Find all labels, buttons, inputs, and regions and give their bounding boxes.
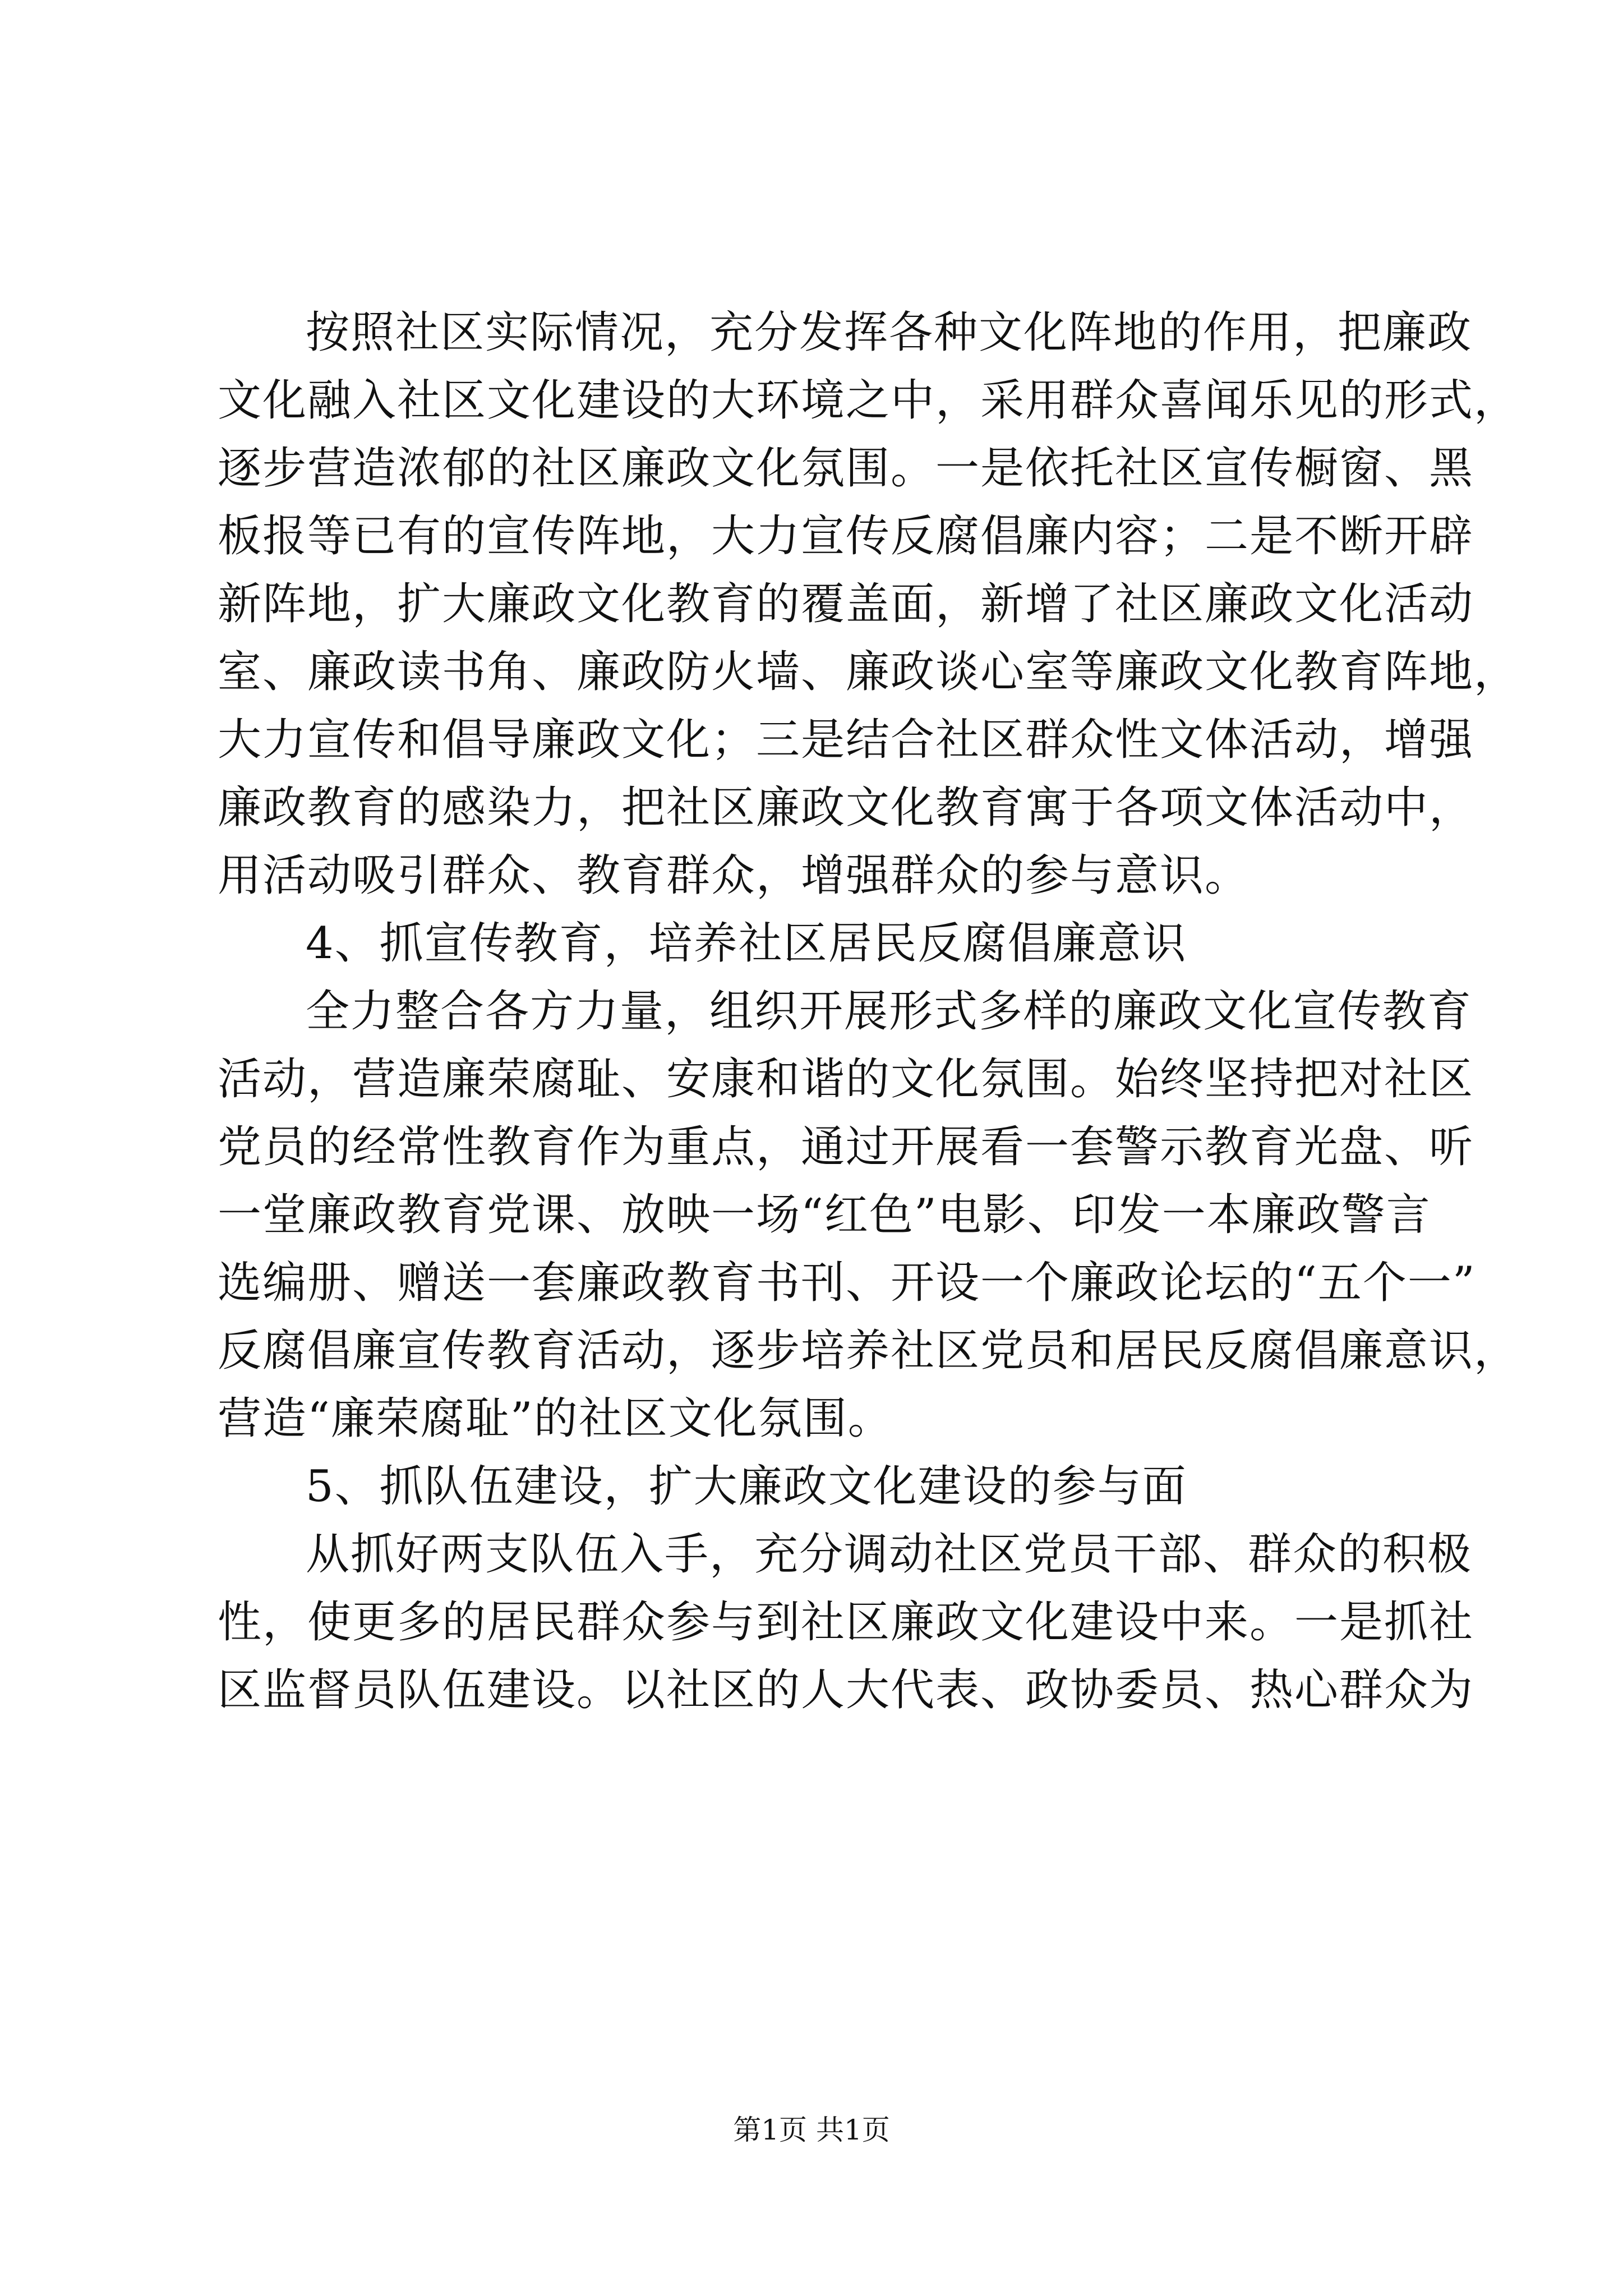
paragraph-line: 文化融入社区文化建设的大环境之中，采用群众喜闻乐见的形式，: [218, 375, 1519, 426]
section-heading: 4、抓宣传教育，培养社区居民反腐倡廉意识: [306, 918, 1187, 969]
paragraph-line: 板报等已有的宣传阵地，大力宣传反腐倡廉内容；二是不断开辟: [218, 511, 1474, 562]
paragraph-line: 按照社区实际情况，充分发挥各种文化阵地的作用，把廉政: [306, 307, 1473, 358]
paragraph-line: 大力宣传和倡导廉政文化；三是结合社区群众性文体活动，增强: [218, 715, 1474, 765]
paragraph-line: 室、廉政读书角、廉政防火墙、廉政谈心室等廉政文化教育阵地，: [218, 647, 1519, 697]
paragraph-line: 用活动吸引群众、教育群众，增强群众的参与意识。: [218, 850, 1250, 901]
paragraph-line: 新阵地，扩大廉政文化教育的覆盖面，新增了社区廉政文化活动: [218, 579, 1474, 629]
section-heading: 5、抓队伍建设，扩大廉政文化建设的参与面: [306, 1461, 1187, 1512]
paragraph-line: 营造“廉荣腐耻”的社区文化氛围。: [218, 1393, 893, 1444]
paragraph-line: 反腐倡廉宣传教育活动，逐步培养社区党员和居民反腐倡廉意识，: [218, 1326, 1519, 1376]
paragraph-line: 区监督员队伍建设。以社区的人大代表、政协委员、热心群众为: [218, 1665, 1474, 1715]
paragraph-line: 逐步营造浓郁的社区廉政文化氛围。一是依托社区宣传橱窗、黑: [218, 443, 1474, 494]
paragraph-line: 从抓好两支队伍入手，充分调动社区党员干部、群众的积极: [306, 1529, 1473, 1580]
paragraph-line: 全力整合各方力量，组织开展形式多样的廉政文化宣传教育: [306, 986, 1473, 1037]
paragraph-line: 党员的经常性教育作为重点，通过开展看一套警示教育光盘、听: [218, 1122, 1474, 1172]
paragraph-line: 性，使更多的居民群众参与到社区廉政文化建设中来。一是抓社: [218, 1597, 1474, 1648]
paragraph-line: 一堂廉政教育党课、放映一场“红色”电影、印发一本廉政警言: [218, 1190, 1431, 1240]
page-number-footer: 第1页 共1页: [733, 2114, 890, 2146]
paragraph-line: 廉政教育的感染力，把社区廉政文化教育寓于各项文体活动中，: [218, 783, 1474, 833]
paragraph-line: 选编册、赠送一套廉政教育书刊、开设一个廉政论坛的“五个一”: [218, 1258, 1476, 1308]
paragraph-line: 活动，营造廉荣腐耻、安康和谐的文化氛围。始终坚持把对社区: [218, 1054, 1474, 1105]
